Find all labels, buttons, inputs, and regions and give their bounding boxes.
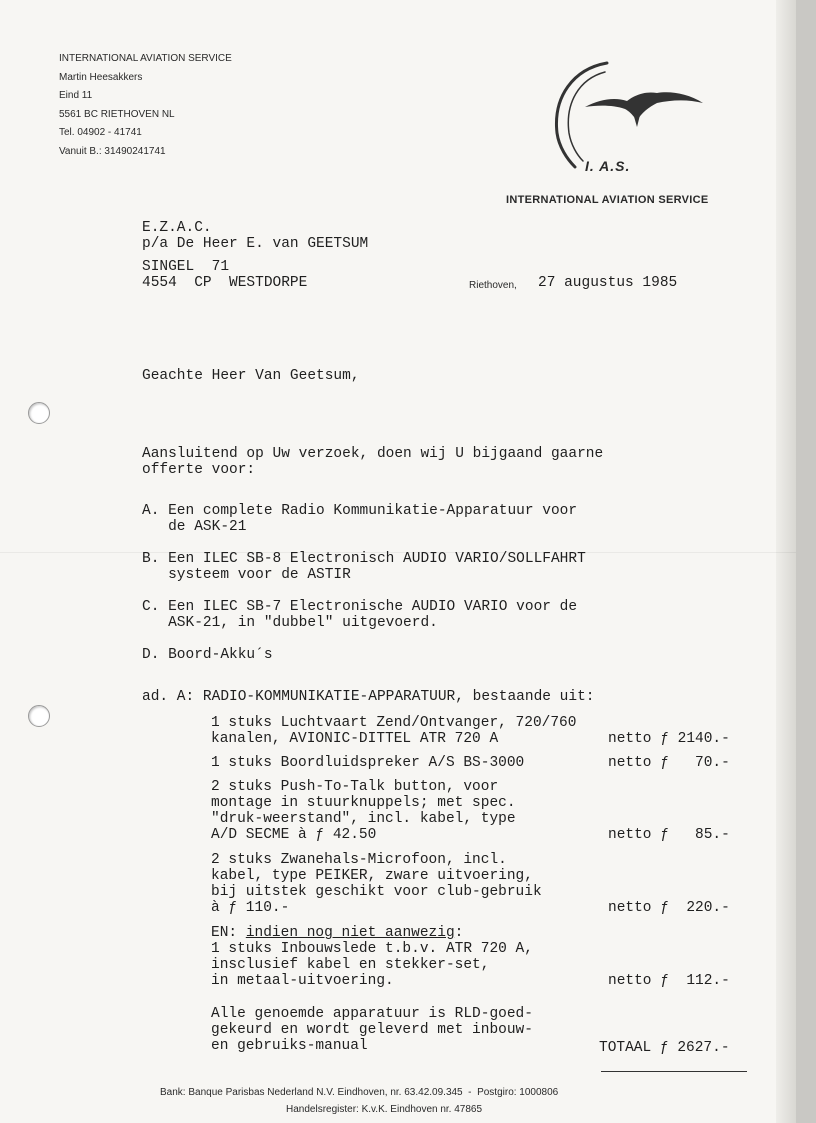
letterhead-address — [59, 50, 232, 162]
part-3-line-2: montage in stuurknuppels; met spec. — [211, 795, 516, 811]
part-3-line-1: 2 stuks Push-To-Talk button, voor — [211, 779, 499, 795]
letterhead-street: Eind 11 — [59, 90, 93, 102]
part-1-line-1: 1 stuks Luchtvaart Zend/Ontvanger, 720/760 — [211, 715, 577, 731]
logo-company-name: INTERNATIONAL AVIATION SERVICE — [506, 194, 709, 206]
paper-edge — [776, 0, 796, 1123]
part-4-line-1: 2 stuks Zwanehals-Microfoon, incl. — [211, 852, 507, 868]
footer-register: Handelsregister: K.v.K. Eindhoven nr. 47865 — [286, 1104, 483, 1115]
item-a-line-2: de ASK-21 — [142, 519, 247, 535]
part-6-line-2: gekeurd en wordt geleverd met inbouw- — [211, 1022, 533, 1038]
part-5-line-3: insclusief kabel en stekker-set, — [211, 957, 490, 973]
recipient-line-3: SINGEL 71 — [142, 259, 230, 275]
salutation: Geachte Heer Van Geetsum, — [142, 368, 360, 384]
item-d-line-1: D. Boord-Akku´s — [142, 647, 273, 663]
part-2-price: netto ƒ 70.- — [608, 755, 730, 771]
intro-line-2: offerte voor: — [142, 462, 256, 478]
part-1-line-2: kanalen, AVIONIC-DITTEL ATR 720 A — [211, 731, 499, 747]
item-a-line-1: A. Een complete Radio Kommunikatie-Apparatuur voor — [142, 503, 578, 519]
intro-line-1: Aansluitend op Uw verzoek, doen wij U bijgaand gaarne — [142, 446, 604, 462]
part-5-underlined: indien nog niet aanwezig — [245, 925, 455, 941]
part-4-price: netto ƒ 220.- — [608, 900, 730, 916]
place: Riethoven, — [469, 280, 517, 291]
item-c-line-2: ASK-21, in "dubbel" uitgevoerd. — [142, 615, 438, 631]
part-6-line-3: en gebruiks-manual — [211, 1038, 368, 1054]
item-c-line-1: C. Een ILEC SB-7 Electronische AUDIO VARIO voor de — [142, 599, 578, 615]
part-3-line-3: "druk-weerstand", incl. kabel, type — [211, 811, 516, 827]
recipient-line-1: E.Z.A.C. — [142, 220, 212, 236]
section-a-heading: ad. A: RADIO-KOMMUNIKATIE-APPARATUUR, bestaande uit: — [142, 689, 595, 705]
part-5-line-2: 1 stuks Inbouwslede t.b.v. ATR 720 A, — [211, 941, 533, 957]
part-4-line-4: à ƒ 110.- — [211, 900, 290, 916]
footer-bank: Bank: Banque Parisbas Nederland N.V. Eindhoven, nr. 63.42.09.345 - Postgiro: 1000806 — [160, 1087, 559, 1098]
letterhead-company: INTERNATIONAL AVIATION SERVICE — [59, 53, 232, 64]
part-3-line-4: A/D SECME à ƒ 42.50 — [211, 827, 377, 843]
item-b-line-2: systeem voor de ASTIR — [142, 567, 351, 583]
total-amount: TOTAAL ƒ 2627.- — [599, 1040, 730, 1056]
part-5-line-1 — [211, 925, 463, 941]
logo-initials: I. A.S. — [585, 158, 631, 174]
item-b-line-1: B. Een ILEC SB-8 Electronisch AUDIO VARIO/SOLLFAHRT — [142, 551, 586, 567]
letterhead-person: Martin Heesakkers — [59, 71, 143, 83]
part-5-suffix: : — [454, 925, 464, 941]
recipient-line-4: 4554 CP WESTDORPE — [142, 275, 308, 291]
letterhead-phone: Tel. 04902 - 41741 — [59, 127, 142, 139]
part-4-line-3: bij uitstek geschikt voor club-gebruik — [211, 884, 542, 900]
date: 27 augustus 1985 — [538, 275, 678, 291]
punch-hole-top — [28, 402, 50, 424]
letterhead-city: 5561 BC RIETHOVEN NL — [59, 108, 175, 120]
part-6-line-1: Alle genoemde apparatuur is RLD-goed- — [211, 1006, 533, 1022]
punch-hole-bottom — [28, 705, 50, 727]
part-5-prefix: EN: — [211, 925, 246, 941]
part-1-price: netto ƒ 2140.- — [608, 731, 730, 747]
part-5-line-4: in metaal-uitvoering. — [211, 973, 394, 989]
part-5-price: netto ƒ 112.- — [608, 973, 730, 989]
recipient-line-2: p/a De Heer E. van GEETSUM — [142, 236, 369, 252]
letterhead-phone-intl: Vanuit B.: 31490241741 — [59, 145, 166, 157]
part-4-line-2: kabel, type PEIKER, zware uitvoering, — [211, 868, 533, 884]
total-rule — [601, 1071, 747, 1072]
part-2-line-1: 1 stuks Boordluidspreker A/S BS-3000 — [211, 755, 525, 771]
part-3-price: netto ƒ 85.- — [608, 827, 730, 843]
